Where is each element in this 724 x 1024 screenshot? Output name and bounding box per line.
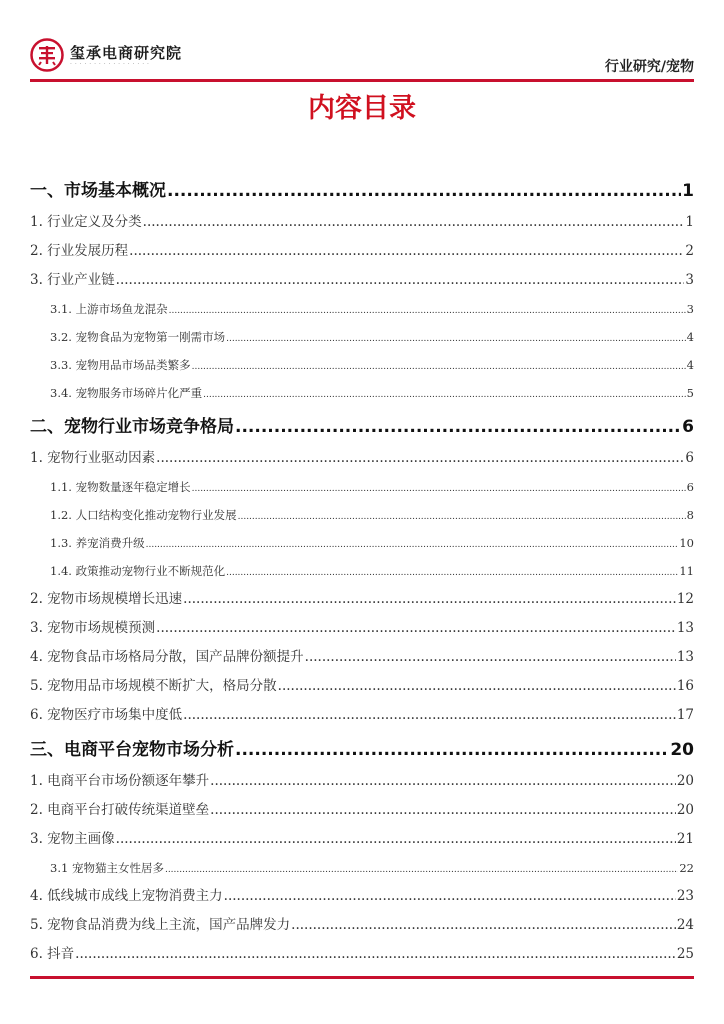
toc-entry-label: 1.2. 人口结构变化推动宠物行业发展 — [50, 508, 237, 522]
toc-dot-leader — [224, 882, 676, 911]
toc-dot-leader — [156, 614, 676, 643]
toc-page-number: 1 — [682, 181, 694, 201]
brand-logo-icon — [30, 38, 64, 72]
toc-dot-leader — [192, 473, 686, 503]
toc-entry-label: 1. 行业定义及分类 — [30, 214, 142, 230]
toc-dot-leader — [305, 643, 676, 672]
toc-dot-leader — [235, 734, 669, 767]
toc-page-number: 12 — [676, 591, 694, 607]
toc-entry[interactable] — [30, 672, 694, 701]
toc-entry[interactable] — [30, 323, 694, 351]
toc-entry-label: 1.4. 政策推动宠物行业不断规范化 — [50, 564, 226, 578]
toc-dot-leader — [129, 237, 684, 266]
toc-page-number: 24 — [676, 917, 694, 933]
toc-page-number: 21 — [676, 831, 694, 847]
brand-subtitle: · · · · · · · · · · · · · · · · · — [70, 61, 150, 68]
toc-entry[interactable] — [30, 295, 694, 323]
toc-entry[interactable] — [30, 585, 694, 614]
toc-entry-label: 3. 宠物市场规模预测 — [30, 620, 156, 636]
toc-page-number: 22 — [679, 861, 694, 875]
toc-page-number: 2 — [685, 243, 694, 259]
toc-page-number: 13 — [676, 620, 694, 636]
page-title: 内容目录 — [308, 93, 416, 124]
toc-page-number: 6 — [686, 480, 694, 494]
toc-entry-label: 2. 行业发展历程 — [30, 243, 129, 259]
toc-dot-leader — [116, 266, 685, 295]
toc-entry[interactable] — [30, 266, 694, 295]
toc-entry-label: 3. 宠物主画像 — [30, 831, 115, 847]
toc-dot-leader — [210, 796, 676, 825]
toc-entry[interactable] — [30, 854, 694, 882]
header-rule — [30, 79, 694, 82]
toc-entry-label: 1.3. 养宠消费升级 — [50, 536, 145, 550]
toc-dot-leader — [116, 825, 676, 854]
toc-dot-leader — [183, 701, 676, 730]
toc-dot-leader — [210, 767, 676, 796]
toc-entry[interactable] — [30, 407, 694, 444]
toc-entry-label: 2. 电商平台打破传统渠道壁垒 — [30, 802, 210, 818]
toc-entry[interactable] — [30, 730, 694, 767]
toc-entry[interactable] — [30, 614, 694, 643]
toc-page-number: 10 — [679, 536, 694, 550]
footer-rule — [30, 976, 694, 979]
toc-page-number: 20 — [676, 773, 694, 789]
toc-entry[interactable] — [30, 940, 694, 969]
toc-page-number: 11 — [679, 564, 694, 578]
page-header — [30, 34, 694, 80]
toc-dot-leader — [203, 379, 686, 409]
toc-entry[interactable] — [30, 911, 694, 940]
toc-dot-leader — [226, 557, 678, 587]
toc-entry[interactable] — [30, 501, 694, 529]
toc-entry[interactable] — [30, 796, 694, 825]
toc-dot-leader — [156, 444, 684, 473]
section-tag: 行业研究/宠物 — [604, 59, 694, 75]
toc-dot-leader — [146, 529, 679, 559]
toc-dot-leader — [169, 295, 686, 325]
toc-entry[interactable] — [30, 237, 694, 266]
toc-entry-label: 1. 宠物行业驱动因素 — [30, 450, 156, 466]
toc-entry[interactable] — [30, 557, 694, 585]
table-of-contents — [30, 171, 694, 969]
toc-entry-label: 4. 宠物食品市场格局分散，国产品牌份额提升 — [30, 649, 304, 665]
toc-dot-leader — [278, 672, 676, 701]
toc-entry-label: 5. 宠物用品市场规模不断扩大，格局分散 — [30, 678, 277, 694]
toc-page-number: 6 — [685, 450, 694, 466]
toc-entry-label: 5. 宠物食品消费为线上主流，国产品牌发力 — [30, 917, 291, 933]
toc-entry-label: 3. 行业产业链 — [30, 272, 115, 288]
toc-dot-leader — [165, 854, 678, 884]
toc-entry-label: 三、电商平台宠物市场分析 — [30, 740, 234, 760]
toc-entry[interactable] — [30, 208, 694, 237]
toc-entry-label: 3.1. 上游市场鱼龙混杂 — [50, 302, 168, 316]
toc-dot-leader — [192, 351, 686, 381]
toc-page-number: 4 — [686, 330, 694, 344]
toc-page-number: 20 — [670, 740, 694, 760]
toc-entry-label: 二、宠物行业市场竞争格局 — [30, 417, 234, 437]
toc-entry-label: 4. 低线城市成线上宠物消费主力 — [30, 888, 223, 904]
toc-dot-leader — [238, 501, 686, 531]
toc-dot-leader — [183, 585, 676, 614]
toc-entry-label: 1.1. 宠物数量逐年稳定增长 — [50, 480, 191, 494]
toc-entry-label: 3.2. 宠物食品为宠物第一刚需市场 — [50, 330, 226, 344]
brand-name: 玺承电商研究院 — [70, 44, 183, 62]
toc-entry[interactable] — [30, 473, 694, 501]
toc-entry[interactable] — [30, 825, 694, 854]
toc-entry-label: 3.4. 宠物服务市场碎片化严重 — [50, 386, 203, 400]
toc-entry-label: 1. 电商平台市场份额逐年攀升 — [30, 773, 210, 789]
toc-entry[interactable] — [30, 379, 694, 407]
toc-entry[interactable] — [30, 643, 694, 672]
toc-dot-leader — [226, 323, 686, 353]
toc-page-number: 5 — [686, 386, 694, 400]
toc-page-number: 4 — [686, 358, 694, 372]
toc-page-number: 17 — [676, 707, 694, 723]
toc-entry[interactable] — [30, 701, 694, 730]
toc-dot-leader — [167, 175, 681, 208]
toc-entry[interactable] — [30, 882, 694, 911]
toc-dot-leader — [291, 911, 676, 940]
toc-dot-leader — [75, 940, 676, 969]
toc-page-number: 25 — [676, 946, 694, 962]
toc-page-number: 6 — [682, 417, 694, 437]
toc-entry[interactable] — [30, 444, 694, 473]
toc-page-number: 3 — [685, 272, 694, 288]
toc-entry-label: 6. 宠物医疗市场集中度低 — [30, 707, 183, 723]
toc-entry-label: 3.1 宠物猫主女性居多 — [50, 861, 164, 875]
toc-page-number: 13 — [676, 649, 694, 665]
toc-entry[interactable] — [30, 529, 694, 557]
toc-dot-leader — [143, 208, 685, 237]
toc-page-number: 20 — [676, 802, 694, 818]
toc-dot-leader — [235, 411, 681, 444]
toc-page-number: 23 — [676, 888, 694, 904]
toc-entry[interactable] — [30, 351, 694, 379]
toc-page-number: 8 — [686, 508, 694, 522]
toc-page-number: 3 — [686, 302, 694, 316]
toc-entry-label: 2. 宠物市场规模增长迅速 — [30, 591, 183, 607]
toc-entry-label: 3.3. 宠物用品市场品类繁多 — [50, 358, 191, 372]
toc-entry-label: 一、市场基本概况 — [30, 181, 166, 201]
toc-entry-label: 6. 抖音 — [30, 946, 75, 962]
toc-entry[interactable] — [30, 767, 694, 796]
toc-page-number: 1 — [685, 214, 694, 230]
toc-entry[interactable] — [30, 171, 694, 208]
toc-page-number: 16 — [676, 678, 694, 694]
